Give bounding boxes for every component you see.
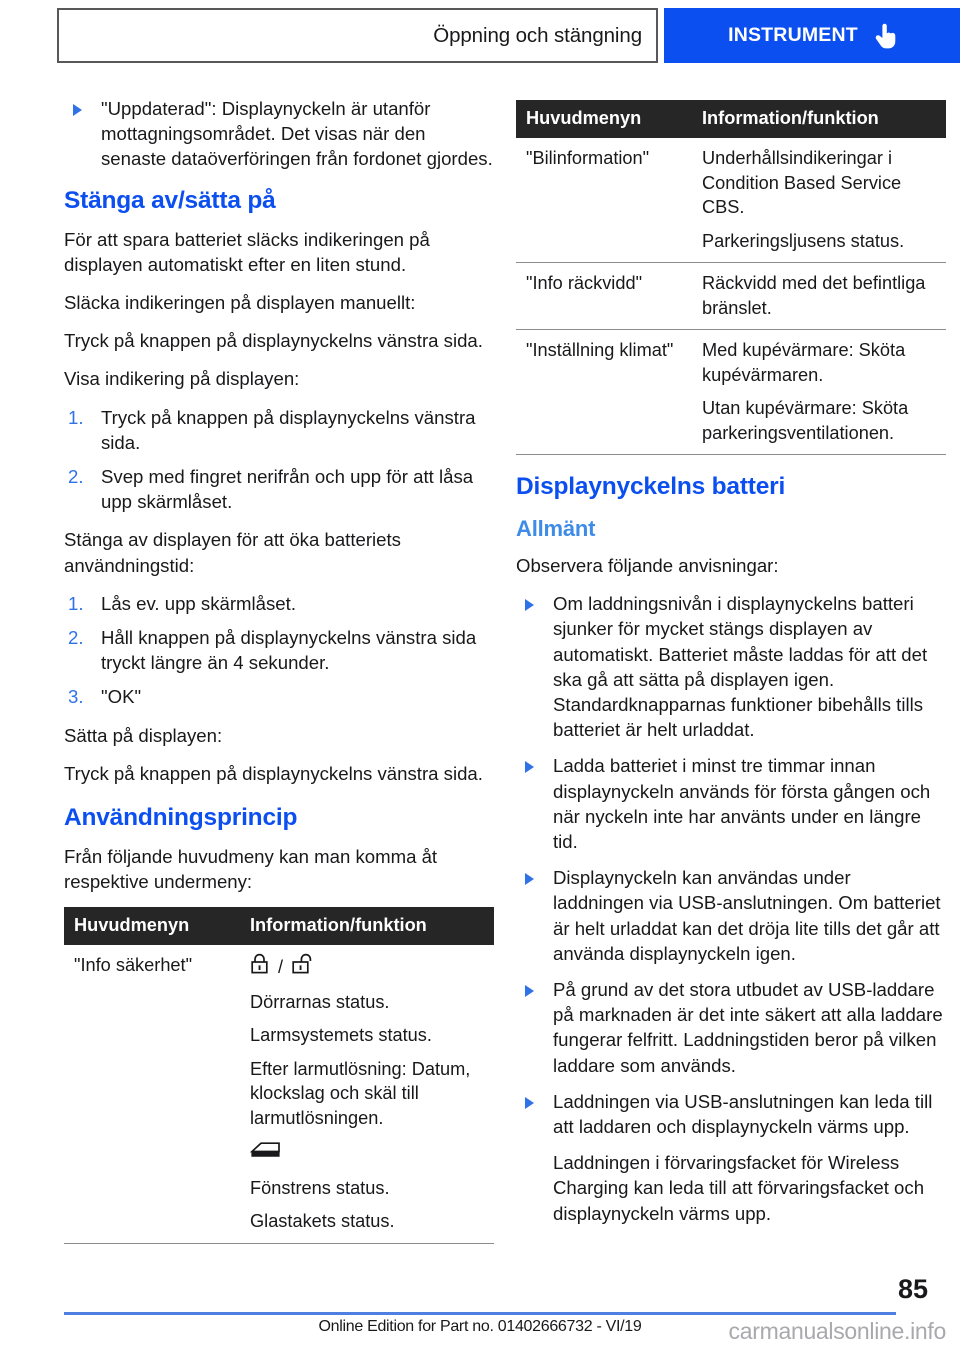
footer-divider (64, 1312, 896, 1315)
triangle-bullet-icon (525, 1097, 534, 1109)
edition-note: Online Edition for Part no. 01402666732 - VI/19 (318, 1318, 642, 1335)
page-content (0, 96, 960, 1254)
steps-turn-off (64, 591, 494, 710)
cell-menu-name: "Inställning klimat" (516, 330, 692, 455)
chapter-tab[interactable] (664, 8, 960, 63)
cell-text: Fönstrens status. (250, 1177, 390, 1198)
list-item-text: Laddningen via USB-anslutningen kan leda till att laddaren och displaynyckeln värms upp. (553, 1090, 933, 1138)
intro-bullet-list (64, 96, 494, 172)
cell-information (240, 945, 494, 1132)
column-header-huvudmenyn: Huvudmenyn (64, 907, 240, 945)
triangle-bullet-icon (525, 599, 534, 611)
cell-text: Efter larmutlösning: Datum, klockslag och skäl till larmutlösningen. (250, 1058, 471, 1128)
steps-show-indication (64, 405, 494, 515)
paragraph: Visa indikering på displayen: (64, 368, 300, 390)
list-item-text: Displaynyckeln kan användas under laddningen via USB-anslutningen. Om batteriet är helt urladdat kan det dröja lite tills det går att använda displaynyckeln igen. (553, 867, 941, 964)
triangle-bullet-icon (525, 761, 534, 773)
window-icon-group (250, 1140, 488, 1167)
triangle-bullet-icon (73, 104, 82, 116)
page-header (57, 8, 960, 63)
list-item (516, 591, 946, 742)
heading-allmant: Allmänt (516, 516, 596, 541)
cell-text: Glastakets status. (250, 1211, 395, 1232)
cell-text: Dörrarnas status. (250, 991, 390, 1012)
right-column (516, 96, 946, 1254)
list-item (516, 865, 946, 966)
list-item (516, 1089, 946, 1226)
paragraph: För att spara batteriet släcks indikeringen på displayen automatiskt efter en liten stund. (64, 228, 430, 275)
paragraph: Tryck på knappen på displaynyckelns vänstra sida. (64, 330, 483, 352)
menu-table-left (64, 907, 494, 1244)
menu-table-right (516, 100, 946, 455)
car-window-icon (250, 1140, 282, 1167)
list-item: Lås ev. upp skärmlåset. (101, 592, 296, 614)
triangle-bullet-icon (525, 985, 534, 997)
cell-menu-name (64, 1132, 240, 1243)
lock-icon-group (250, 953, 488, 981)
table-row (64, 1132, 494, 1243)
list-item (64, 96, 494, 172)
breadcrumb-label: Öppning och stängning (433, 23, 642, 47)
list-item-text: Ladda batteriet i minst tre timmar innan displaynyckeln används för första gången och när nyckeln inte har använts under en längre tid. (553, 755, 931, 853)
page-footer (0, 1274, 960, 1362)
lock-open-icon (292, 953, 316, 981)
paragraph: Sätta på displayen: (64, 724, 223, 746)
battery-notes-list (516, 591, 946, 1226)
table-row (516, 330, 946, 455)
column-header-huvudmenyn: Huvudmenyn (516, 100, 692, 138)
list-item-text: Om laddningsnivån i displaynyckelns batteri sjunker för mycket stängs displayen av automatiskt. Batteriet måste laddas för att det ska gå att sätta på displayen igen. Standardknapparnas funktioner bibehålls tills batteriet är helt urladdat. (553, 593, 928, 741)
cell-information (240, 1132, 494, 1243)
table-header (64, 907, 494, 945)
cell-information (692, 330, 946, 455)
chapter-label: INSTRUMENT (728, 24, 858, 46)
cell-text: Larmsystemets status. (250, 1025, 432, 1046)
table-header-row (64, 907, 494, 945)
list-item-text: "Uppdaterad": Displaynyckeln är utanför mottagningsområdet. Det visas när den senaste dataöverföringen från fordonet gjordes. (101, 98, 493, 170)
list-item (516, 977, 946, 1078)
table-body (516, 138, 946, 455)
breadcrumb (57, 8, 658, 63)
cell-menu-name: "Info säkerhet" (74, 955, 193, 976)
page-number: 85 (897, 1274, 928, 1304)
table-header (516, 100, 946, 138)
cell-text: Utan kupévärmare: Sköta parkeringsventilationen. (702, 398, 909, 443)
cell-menu-name: "Bilinformation" (516, 138, 692, 263)
heading-anvandningsprincip: Användningsprincip (64, 804, 298, 832)
cell-information (692, 263, 946, 330)
list-item: Tryck på knappen på displaynyckelns vänstra sida. (101, 406, 476, 453)
paragraph: Observera följande anvisningar: (516, 555, 779, 576)
cell-menu-name: "Info räckvidd" (516, 263, 692, 330)
column-header-information: Information/funktion (240, 907, 494, 945)
paragraph: Från följande huvudmeny kan man komma åt respektive undermeny: (64, 846, 438, 893)
table-row (64, 945, 494, 1132)
paragraph: Stänga av displayen för att öka batteriets användningstid: (64, 529, 401, 576)
table-body (64, 945, 494, 1243)
pointing-hand-icon (874, 23, 896, 49)
cell-text: Underhållsindikeringar i Condition Based Service CBS. (702, 148, 902, 217)
lock-closed-icon (250, 953, 269, 981)
cell-text: Parkeringsljusens status. (702, 230, 905, 251)
paragraph: Tryck på knappen på displaynyckelns vänstra sida. (64, 762, 483, 784)
list-item-extra-text: Laddningen i förvaringsfacket för Wireless Charging kan leda till att förvaringsfacket och displaynyckeln värms upp. (553, 1152, 925, 1224)
list-item-text: På grund av det stora utbudet av USB-laddare på marknaden är det inte säkert att alla laddare fungerar felfritt. Laddningstiden beror på vilken laddare som används. (553, 979, 943, 1076)
list-item: Håll knappen på displaynyckelns vänstra sida tryckt längre än 4 sekunder. (101, 627, 477, 674)
list-item: Svep med fingret nerifrån och upp för att låsa upp skärmlåset. (101, 466, 474, 513)
cell-text: Räckvidd med det befintliga bränslet. (702, 273, 926, 318)
column-header-information: Information/funktion (692, 100, 946, 138)
paragraph: Släcka indikeringen på displayen manuellt: (64, 292, 416, 314)
list-item (516, 753, 946, 854)
table-header-row (516, 100, 946, 138)
watermark: carmanualsonline.info (728, 1318, 946, 1344)
list-item: "OK" (101, 686, 142, 708)
heading-stanga-av-satta-pa: Stänga av/sätta på (64, 186, 276, 214)
cell-information (692, 138, 946, 263)
table-row (516, 138, 946, 263)
cell-text: Med kupévärmare: Sköta kupévärmaren. (702, 340, 906, 385)
left-column (64, 96, 494, 1254)
triangle-bullet-icon (525, 873, 534, 885)
heading-displaynyckelns-batteri: Displaynyckelns batteri (516, 473, 786, 500)
icon-separator: / (278, 956, 284, 977)
table-row (516, 263, 946, 330)
